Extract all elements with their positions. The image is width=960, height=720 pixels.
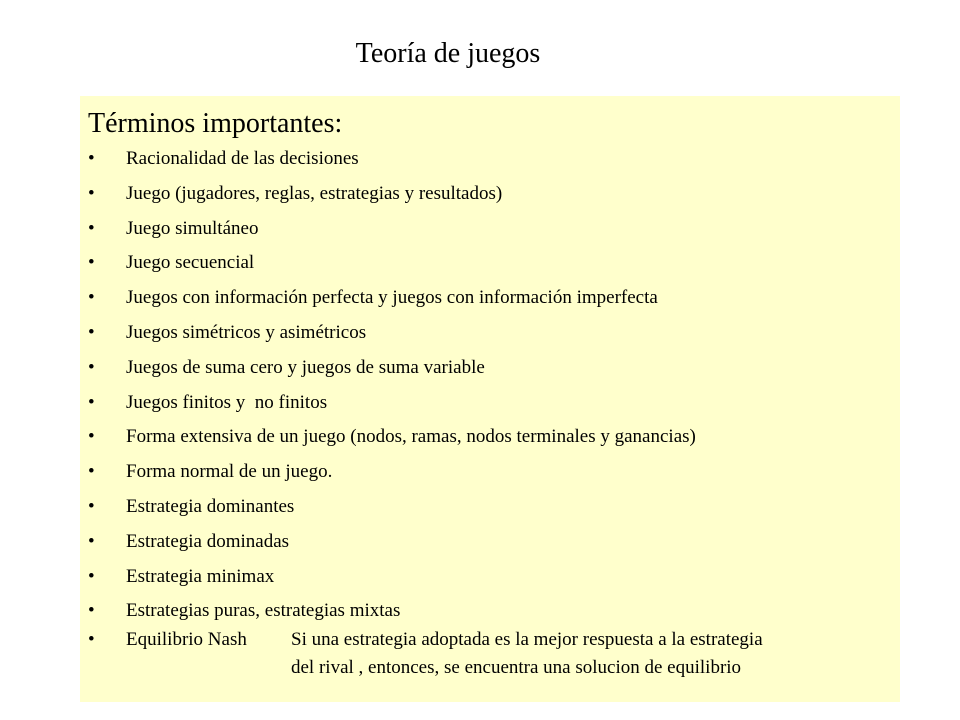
- section-heading: Términos importantes:: [88, 108, 343, 139]
- list-item-text: Estrategia minimax: [126, 565, 275, 587]
- list-item: [88, 525, 696, 560]
- list-item: [88, 177, 696, 212]
- list-item: [88, 351, 696, 386]
- list-item-text: Juegos de suma cero y juegos de suma variable: [126, 356, 485, 378]
- bullet-icon: •: [88, 629, 95, 650]
- list-item-text: Forma normal de un juego.: [126, 461, 333, 483]
- nash-definition-line-2: del rival , entonces, se encuentra una solucion de equilibrio: [291, 657, 742, 678]
- bullet-icon: •: [88, 356, 95, 378]
- nash-term: Equilibrio Nash: [126, 629, 247, 650]
- bullet-icon: •: [88, 391, 95, 413]
- list-item-text: Juegos finitos y no finitos: [126, 391, 328, 413]
- list-item: [88, 212, 696, 247]
- list-item: [88, 490, 696, 525]
- list-item-text: Racionalidad de las decisiones: [126, 148, 359, 169]
- list-item-text: Estrategias puras, estrategias mixtas: [126, 600, 401, 622]
- nash-definition: [291, 626, 763, 682]
- list-item: [88, 316, 696, 351]
- list-item-text: Juego simultáneo: [126, 217, 259, 239]
- list-item: [88, 281, 696, 316]
- bullet-icon: •: [88, 565, 95, 587]
- list-item: [88, 142, 696, 177]
- bullet-icon: •: [88, 182, 95, 204]
- bullet-icon: •: [88, 217, 95, 239]
- list-item: [88, 420, 696, 455]
- list-item-text: Juegos con información perfecta y juegos con información imperfecta: [126, 287, 658, 309]
- list-item-text: Estrategia dominantes: [126, 495, 295, 517]
- list-item: [88, 594, 696, 629]
- list-item-text: Juego (jugadores, reglas, estrategias y resultados): [126, 182, 503, 204]
- list-item: [88, 560, 696, 595]
- bullet-icon: •: [88, 287, 95, 309]
- bullet-icon: •: [88, 321, 95, 343]
- list-item-text: Juegos simétricos y asimétricos: [126, 321, 367, 343]
- list-item: [88, 386, 696, 421]
- terms-list: [88, 142, 696, 629]
- list-item: [88, 455, 696, 490]
- slide-title: Teoría de juegos: [355, 38, 541, 69]
- bullet-icon: •: [88, 252, 95, 274]
- bullet-icon: •: [88, 461, 95, 483]
- bullet-icon: •: [88, 148, 95, 169]
- bullet-icon: •: [88, 530, 95, 552]
- bullet-icon: •: [88, 600, 95, 622]
- bullet-icon: •: [88, 426, 95, 448]
- list-item-text: Juego secuencial: [126, 252, 255, 274]
- bullet-icon: •: [88, 495, 95, 517]
- nash-definition-line-1: Si una estrategia adoptada es la mejor respuesta a la estrategia: [291, 629, 763, 650]
- list-item: [88, 246, 696, 281]
- list-item-text: Forma extensiva de un juego (nodos, ramas, nodos terminales y ganancias): [126, 426, 696, 448]
- list-item-text: Estrategia dominadas: [126, 530, 290, 552]
